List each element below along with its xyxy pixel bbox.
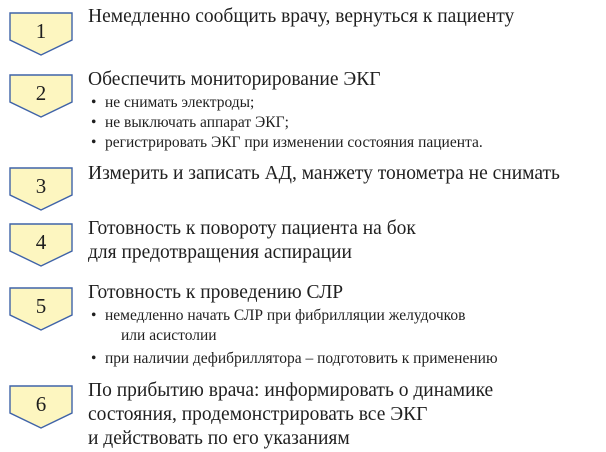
bullet-item: • регистрировать ЭКГ при изменении состояния пациента. xyxy=(91,133,603,153)
step-heading: Обеспечить мониторирование ЭКГ xyxy=(88,69,381,90)
step-heading: Немедленно сообщить врачу, вернуться к пациенту xyxy=(88,6,515,27)
step-number: 5 xyxy=(35,294,47,318)
step-number: 3 xyxy=(35,174,47,198)
step-heading: для предотвращения аспирации xyxy=(88,242,352,263)
step-content xyxy=(88,281,603,369)
step-number: 2 xyxy=(35,81,47,105)
step-heading: Готовность к проведению СЛР xyxy=(88,282,344,303)
step-heading: состояния, продемонстрировать все ЭКГ xyxy=(88,404,428,425)
bullet-item: • не выключать аппарат ЭКГ; xyxy=(91,113,603,133)
step-number: 6 xyxy=(35,392,47,416)
step-content xyxy=(88,68,603,153)
bullet-item: • не снимать электроды; xyxy=(91,93,603,113)
step-number: 1 xyxy=(35,19,47,43)
bullet-item-continuation: или асистолии xyxy=(121,327,217,344)
bullet-item: • при наличии дефибриллятора – подготовить к применению xyxy=(91,349,603,369)
step-badge xyxy=(9,12,73,56)
step-heading: и действовать по его указаниям xyxy=(88,428,350,449)
step-content xyxy=(88,162,603,186)
step-content xyxy=(88,217,603,265)
step-bullet-list xyxy=(88,93,603,153)
step-bullet-list xyxy=(88,306,603,369)
step-heading: Готовность к повороту пациента на бок xyxy=(88,218,416,239)
step-badge xyxy=(9,167,73,211)
step-number: 4 xyxy=(35,230,47,254)
step-content xyxy=(88,5,603,29)
step-heading: Измерить и записать АД, манжету тонометра не снимать xyxy=(88,163,560,184)
step-badge xyxy=(9,385,73,429)
step-badge xyxy=(9,223,73,267)
step-content xyxy=(88,379,603,451)
step-badge xyxy=(9,74,73,118)
step-badge xyxy=(9,287,73,331)
step-heading: По прибытию врача: информировать о динамике xyxy=(88,380,494,401)
bullet-item: • немедленно начать СЛР при фибрилляции желудочков xyxy=(91,306,603,326)
